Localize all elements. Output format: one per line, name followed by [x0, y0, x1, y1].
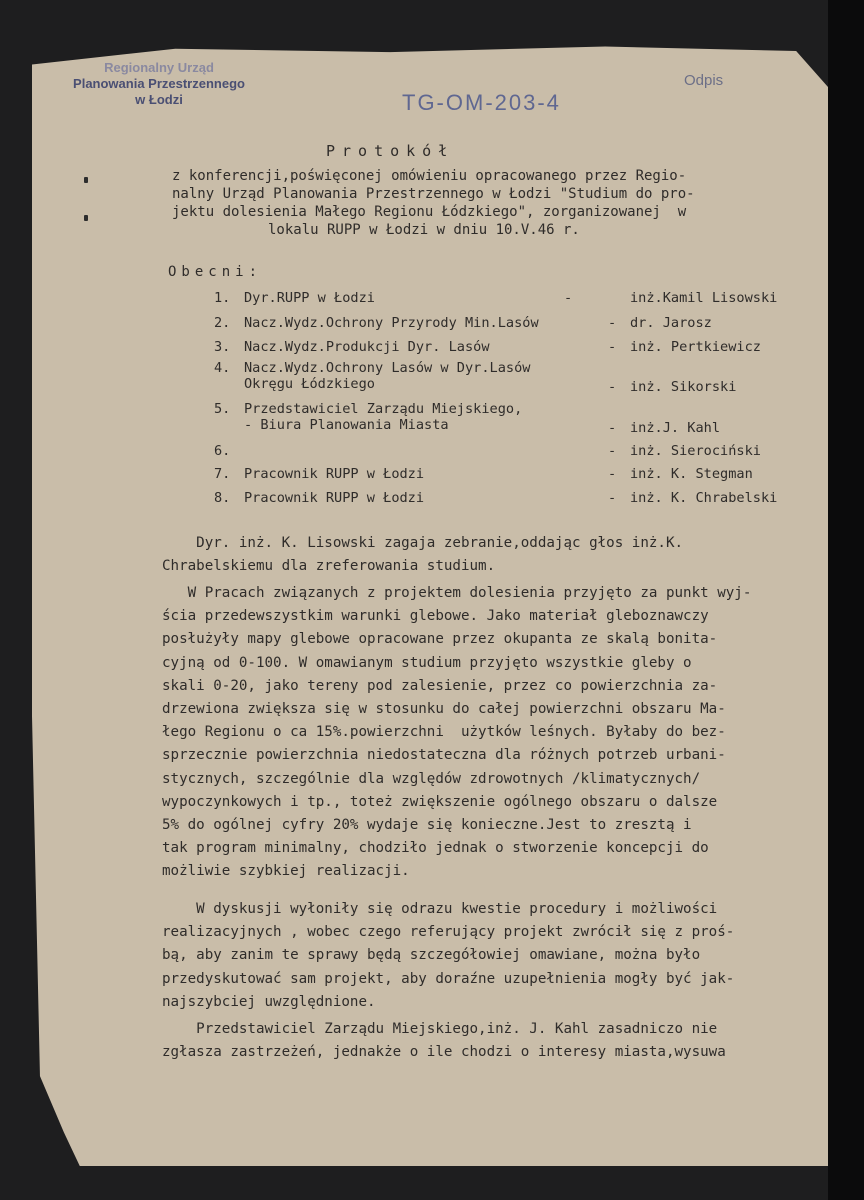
attendee-role: Pracownik RUPP w Łodzi: [244, 490, 425, 506]
attendee-name: inż. Pertkiewicz: [630, 339, 761, 355]
intro-line-0: z konferencji,poświęconej omówieniu opracowanego przez Regio-: [172, 168, 687, 184]
paragraph-line: cyjną od 0-100. W omawianym studium przyjęto wszystkie gleby o: [162, 654, 692, 671]
attendee-row: [214, 290, 814, 310]
paragraph-line: posłużyły mapy glebowe opracowane przez okupanta ze skalą bonita-: [162, 631, 718, 648]
attendee-dash: -: [608, 466, 617, 482]
attendee-row: [214, 401, 814, 437]
paragraph-discussion: [162, 898, 812, 1014]
intro-line-2: jektu dolesienia Małego Regionu Łódzkiego", zorganizowanej w: [172, 204, 687, 220]
attendee-name: dr. Jarosz: [630, 315, 712, 331]
paragraph-line: przedyskutować sam projekt, aby doraźne uzupełnienia mogły być jak-: [162, 970, 735, 987]
attendee-name: inż.Kamil Lisowski: [630, 290, 778, 306]
attendee-role: Przedstawiciel Zarządu Miejskiego, - Biura Planowania Miasta: [244, 401, 523, 433]
attendee-name: inż. Sikorski: [630, 379, 737, 395]
attendee-dash: -: [608, 379, 617, 395]
document-title: Protokół: [326, 142, 455, 160]
attendee-number: 2.: [214, 315, 231, 331]
margin-mark: [84, 215, 88, 221]
attendee-number: 1.: [214, 290, 231, 306]
margin-mark: [84, 177, 88, 183]
stamp-line-1: Planowania Przestrzennego: [73, 76, 245, 91]
paragraph-line: wypoczynkowych i tp., toteż zwiększenie ogólnego obszaru o dalsze: [162, 793, 718, 810]
paragraph-line: możliwie szybkiej realizacji.: [162, 863, 410, 880]
paragraph-line: realizacyjnych , wobec czego referujący projekt zwrócił się z proś-: [162, 924, 735, 941]
intro-line-3: lokalu RUPP w Łodzi w dniu 10.V.46 r.: [268, 222, 580, 238]
stamp-line-2: w Łodzi: [135, 92, 183, 107]
attendee-dash: -: [608, 339, 617, 355]
attendee-dash: -: [608, 443, 617, 459]
paragraph-line: drzewiona zwiększa się w stosunku do całej powierzchni obszaru Ma-: [162, 700, 726, 717]
attendee-dash: -: [564, 290, 573, 306]
paragraph-line: Dyr. inż. K. Lisowski zagaja zebranie,oddając głos inż.K.: [162, 535, 684, 551]
attendee-row: [214, 443, 814, 463]
paragraph-line: łego Regionu o ca 15%.powierzchni użytków leśnych. Byłaby do bez-: [162, 724, 726, 741]
paragraph-line: W Pracach związanych z projektem dolesienia przyjęto za punkt wyj-: [162, 585, 752, 601]
attendee-name: inż.J. Kahl: [630, 420, 721, 436]
handwritten-code: TG-OM-203-4: [402, 90, 561, 115]
attendee-name: inż. Sierociński: [630, 443, 761, 459]
paragraph-soils: [162, 582, 812, 883]
attendee-number: 7.: [214, 466, 231, 482]
attendee-number: 8.: [214, 490, 231, 506]
paragraph-line: Chrabelskiemu dla zreferowania studium.: [162, 558, 496, 575]
attendee-row: [214, 466, 814, 486]
paragraph-line: sprzecznie powierzchnia niedostateczna dla różnych potrzeb urbani-: [162, 747, 726, 764]
attendee-row: [214, 339, 814, 359]
attendee-row: [214, 315, 814, 335]
institution-stamp: [48, 60, 270, 108]
attendee-dash: -: [608, 420, 617, 436]
attendee-role: Pracownik RUPP w Łodzi: [244, 466, 425, 482]
paragraph-line: W dyskusji wyłoniły się odrazu kwestie procedury i możliwości: [162, 901, 718, 917]
paragraph-line: skali 0-20, jako tereny pod zalesienie, przez co powierzchnia za-: [162, 677, 718, 694]
intro-line-1: nalny Urząd Planowania Przestrzennego w Łodzi "Studium do pro-: [172, 186, 695, 202]
attendee-number: 6.: [214, 443, 231, 459]
attendee-dash: -: [608, 315, 617, 331]
attendee-name: inż. K. Chrabelski: [630, 490, 778, 506]
attendee-number: 5.: [214, 401, 231, 417]
attendee-name: inż. K. Stegman: [630, 466, 753, 482]
odpis-label: Odpis: [684, 72, 724, 89]
paragraph-line: tak program minimalny, chodziło jednak o stworzenie koncepcji do: [162, 840, 709, 857]
paragraph-line: najszybciej uwzględnione.: [162, 993, 376, 1010]
paragraph-line: bą, aby zanim te sprawy będą szczegółowiej omawiane, można było: [162, 947, 701, 964]
attendee-row: [214, 490, 814, 510]
attendee-role: Nacz.Wydz.Produkcji Dyr. Lasów: [244, 339, 490, 355]
attendee-number: 3.: [214, 339, 231, 355]
attendee-row: [214, 360, 814, 396]
attendee-dash: -: [608, 490, 617, 506]
stamp-line-0: Regionalny Urząd: [104, 60, 214, 75]
attendee-role: Nacz.Wydz.Ochrony Przyrody Min.Lasów: [244, 315, 539, 331]
paragraph-line: zgłasza zastrzeżeń, jednakże o ile chodzi o interesy miasta,wysuwa: [162, 1044, 726, 1061]
paragraph-line: stycznych, szczególnie dla względów zdrowotnych /klimatycznych/: [162, 770, 701, 787]
paragraph-line: 5% do ogólnej cyfry 20% wydaje się konieczne.Jest to zresztą i: [162, 816, 692, 833]
attendee-number: 4.: [214, 360, 231, 376]
paragraph-city-representative: [162, 1018, 812, 1064]
paragraph-line: ścia przedewszystkim warunki glebowe. Jako materiał gleboznawczy: [162, 608, 709, 625]
paragraph-opening: [162, 532, 812, 578]
paragraph-line: Przedstawiciel Zarządu Miejskiego,inż. J. Kahl zasadniczo nie: [162, 1021, 718, 1037]
dark-border: [828, 0, 864, 1200]
attendee-role: Dyr.RUPP w Łodzi: [244, 290, 375, 306]
attendee-role: Nacz.Wydz.Ochrony Lasów w Dyr.Lasów Okręgu Łódzkiego: [244, 360, 531, 392]
present-label: Obecni:: [168, 264, 263, 280]
